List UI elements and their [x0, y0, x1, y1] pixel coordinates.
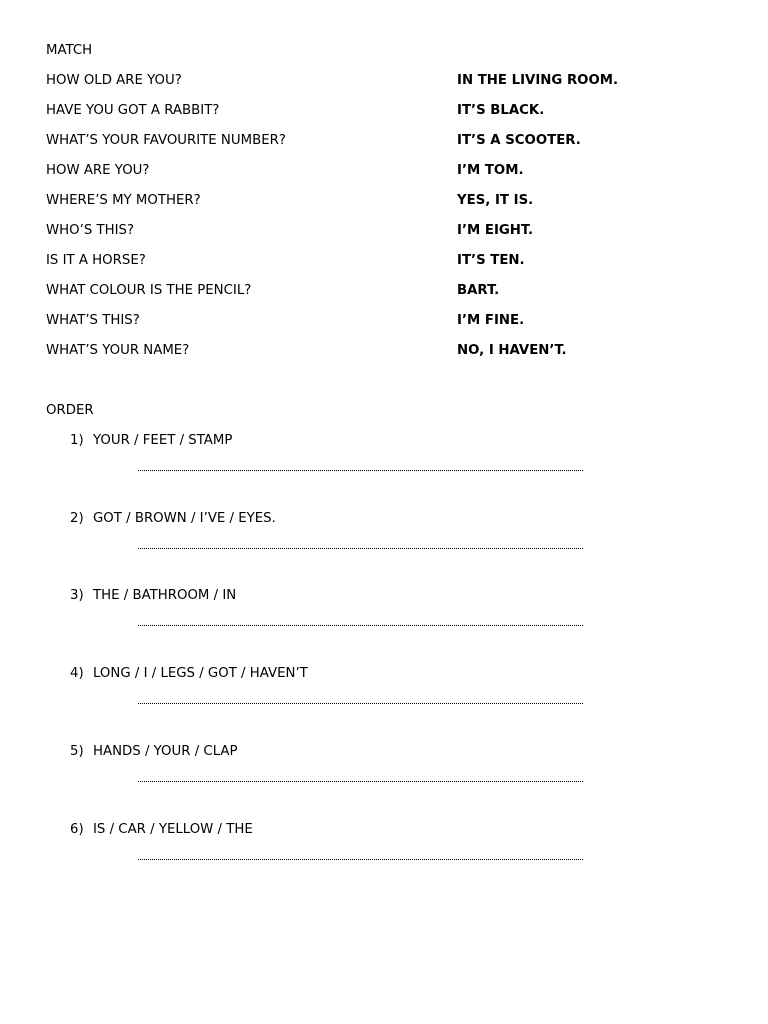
order-item: [70, 742, 710, 802]
order-item-words: YOUR / FEET / STAMP: [93, 433, 233, 448]
order-item: [70, 664, 710, 724]
match-row: [46, 131, 726, 151]
match-answer: YES, IT IS.: [457, 193, 534, 208]
match-row: [46, 341, 726, 361]
match-question: WHAT’S THIS?: [46, 313, 140, 328]
answer-dotted-line[interactable]: [138, 548, 583, 549]
match-row: [46, 281, 726, 301]
match-question: WHERE’S MY MOTHER?: [46, 193, 201, 208]
match-answer: NO, I HAVEN’T.: [457, 343, 567, 358]
match-question: WHO’S THIS?: [46, 223, 135, 238]
match-row: [46, 71, 726, 91]
order-item-words: LONG / I / LEGS / GOT / HAVEN’T: [93, 666, 308, 681]
match-heading: MATCH: [46, 43, 93, 58]
order-item-words: IS / CAR / YELLOW / THE: [93, 822, 253, 837]
match-question: HOW OLD ARE YOU?: [46, 73, 182, 88]
order-item: [70, 820, 710, 880]
answer-dotted-line[interactable]: [138, 859, 583, 860]
order-item-number: 4): [70, 666, 84, 681]
order-item-words: THE / BATHROOM / IN: [93, 588, 237, 603]
order-item-number: 2): [70, 511, 84, 526]
match-row: [46, 191, 726, 211]
match-answer: BART.: [457, 283, 500, 298]
order-item: [70, 509, 710, 569]
match-row: [46, 311, 726, 331]
match-row: [46, 221, 726, 241]
answer-dotted-line[interactable]: [138, 703, 583, 704]
answer-dotted-line[interactable]: [138, 625, 583, 626]
order-item: [70, 431, 710, 491]
order-item-number: 1): [70, 433, 84, 448]
match-answer: I’M FINE.: [457, 313, 525, 328]
order-item-number: 3): [70, 588, 84, 603]
match-question: WHAT’S YOUR NAME?: [46, 343, 190, 358]
order-item-number: 5): [70, 744, 84, 759]
match-answer: IT’S TEN.: [457, 253, 525, 268]
match-answer: IN THE LIVING ROOM.: [457, 73, 619, 88]
order-item-words: HANDS / YOUR / CLAP: [93, 744, 238, 759]
match-question: HOW ARE YOU?: [46, 163, 150, 178]
match-row: [46, 101, 726, 121]
match-answer: IT’S A SCOOTER.: [457, 133, 581, 148]
answer-dotted-line[interactable]: [138, 781, 583, 782]
match-answer: IT’S BLACK.: [457, 103, 545, 118]
match-question: IS IT A HORSE?: [46, 253, 146, 268]
match-answer: I’M TOM.: [457, 163, 524, 178]
order-heading: ORDER: [46, 403, 94, 418]
order-item-number: 6): [70, 822, 84, 837]
match-question: WHAT’S YOUR FAVOURITE NUMBER?: [46, 133, 286, 148]
match-row: [46, 251, 726, 271]
order-item-words: GOT / BROWN / I’VE / EYES.: [93, 511, 276, 526]
order-item: [70, 586, 710, 646]
answer-dotted-line[interactable]: [138, 470, 583, 471]
match-answer: I’M EIGHT.: [457, 223, 534, 238]
match-question: WHAT COLOUR IS THE PENCIL?: [46, 283, 252, 298]
match-row: [46, 161, 726, 181]
match-question: HAVE YOU GOT A RABBIT?: [46, 103, 220, 118]
